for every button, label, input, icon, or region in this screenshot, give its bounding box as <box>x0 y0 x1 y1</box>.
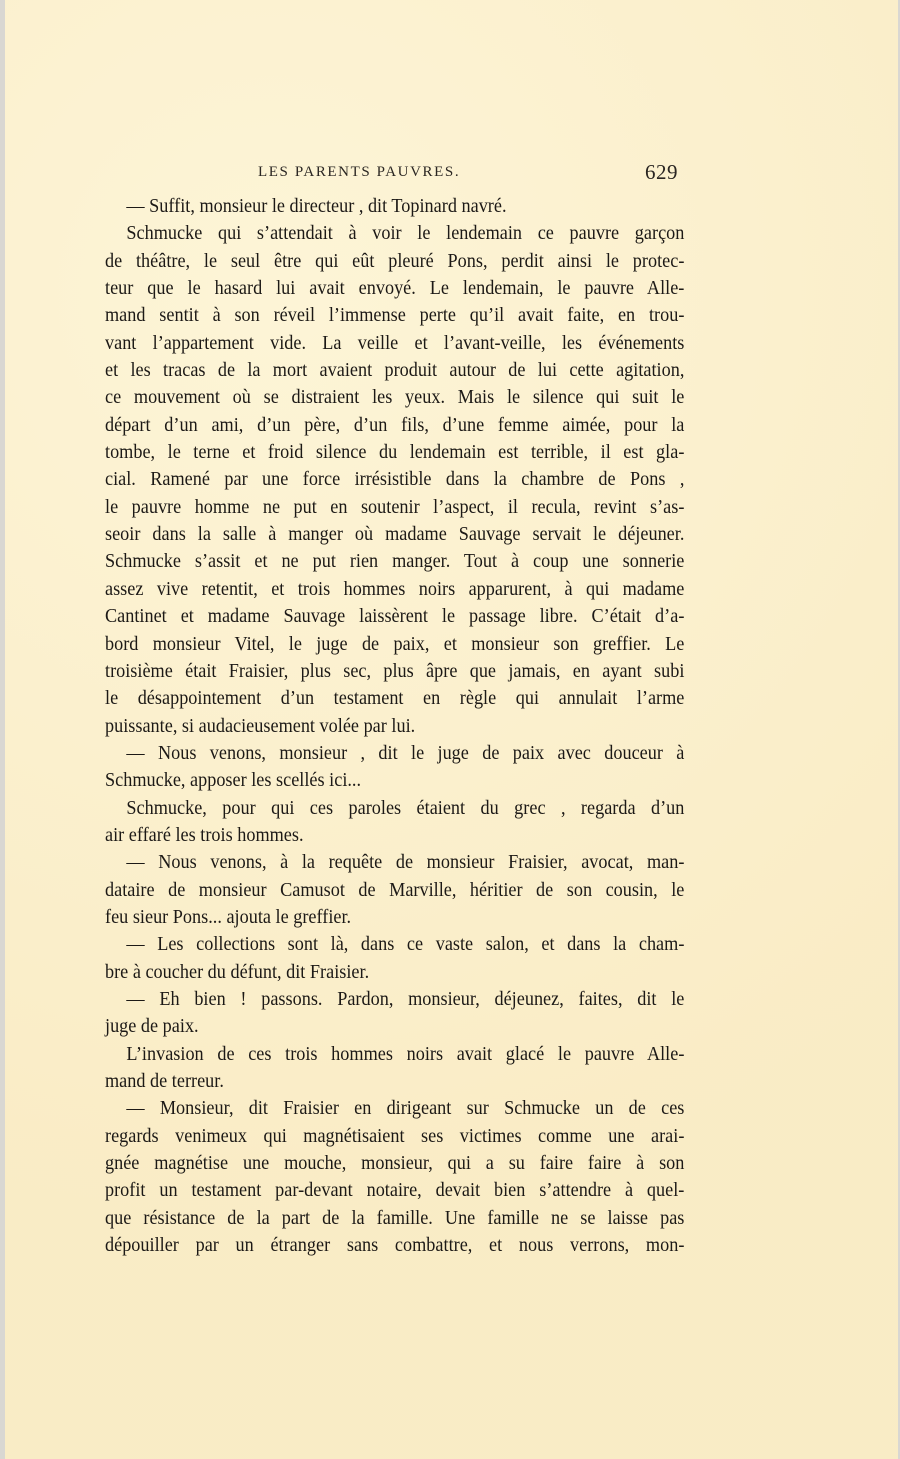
text-line: air effaré les trois hommes. <box>105 824 304 846</box>
text-line: mand sentit à son réveil l’immense perte qu’il avait faite, en trou- <box>105 305 685 327</box>
text-line: profit un testament par-devant notaire, devait bien s’attendre à quel- <box>105 1180 685 1202</box>
text-line: que résistance de la part de la famille. Une famille ne se laisse pas <box>105 1207 685 1229</box>
text-line: et les tracas de la mort avaient produit autour de lui cette agitation, <box>105 360 685 382</box>
text-line: puissante, si audacieusement volée par lui. <box>105 715 416 737</box>
text-line: — Nous venons, monsieur , dit le juge de paix avec douceur à <box>126 742 685 764</box>
text-line: Cantinet et madame Sauvage laissèrent le passage libre. C’était d’a- <box>105 606 685 628</box>
text-line: tombe, le terne et froid silence du lendemain est terrible, il est gla- <box>105 442 685 464</box>
text-line: teur que le hasard lui avait envoyé. Le lendemain, le pauvre Alle- <box>105 278 685 300</box>
text-line: bre à coucher du défunt, dit Fraisier. <box>105 961 370 983</box>
text-line: mand de terreur. <box>105 1071 224 1092</box>
text-line: feu sieur Pons... ajouta le greffier. <box>105 906 352 928</box>
text-line: ce mouvement où se distraient les yeux. Mais le silence qui suit le <box>105 387 685 409</box>
book-page <box>5 0 898 1459</box>
text-line: L’invasion de ces trois hommes noirs avait glacé le pauvre Alle- <box>126 1043 685 1065</box>
running-title: LES PARENTS PAUVRES. <box>258 164 461 180</box>
text-line: Schmucke s’assit et ne put rien manger. Tout à coup une sonnerie <box>105 551 685 573</box>
page-header <box>5 160 898 190</box>
text-line: vant l’appartement vide. La veille et l’avant-veille, les événements <box>105 332 685 354</box>
text-line: juge de paix. <box>105 1016 199 1038</box>
text-line: cial. Ramené par une force irrésistible dans la chambre de Pons , <box>105 469 685 491</box>
text-line: assez vive retentit, et trois hommes noirs apparurent, à qui madame <box>105 578 685 600</box>
text-line: Schmucke, pour qui ces paroles étaient du grec , regarda d’un <box>126 797 685 819</box>
text-line: Schmucke qui s’attendait à voir le lendemain ce pauvre garçon <box>126 223 685 245</box>
text-line: — Suffit, monsieur le directeur , dit Topinard navré. <box>126 196 507 217</box>
text-line: — Les collections sont là, dans ce vaste salon, et dans la cham- <box>126 934 685 956</box>
text-line: gnée magnétise une mouche, monsieur, qui a su faire faire à son <box>105 1153 685 1175</box>
text-line: le désappointement d’un testament en règle qui annulait l’arme <box>105 688 685 710</box>
text-line: dépouiller par un étranger sans combattre, et nous verrons, mon- <box>105 1235 685 1257</box>
text-line: — Nous venons, à la requête de monsieur Fraisier, avocat, man- <box>126 852 685 874</box>
page-number: 629 <box>645 160 678 184</box>
text-line: de théâtre, le seul être qui eût pleuré Pons, perdit ainsi le protec- <box>105 250 685 272</box>
text-line: départ d’un ami, d’un père, d’un fils, d’une femme aimée, pour la <box>105 414 685 436</box>
text-line: — Eh bien ! passons. Pardon, monsieur, déjeunez, faites, dit le <box>126 988 685 1010</box>
text-line: dataire de monsieur Camusot de Marville, héritier de son cousin, le <box>105 879 685 901</box>
text-line: le pauvre homme ne put en soutenir l’aspect, il recula, revint s’as- <box>105 496 685 518</box>
text-line: seoir dans la salle à manger où madame Sauvage servait le déjeuner. <box>105 524 685 546</box>
text-line: troisième était Fraisier, plus sec, plus âpre que jamais, en ayant subi <box>105 660 685 682</box>
text-line: — Monsieur, dit Fraisier en dirigeant sur Schmucke un de ces <box>126 1098 685 1120</box>
text-line: regards venimeux qui magnétisaient ses victimes comme une arai- <box>105 1125 685 1147</box>
text-line: bord monsieur Vitel, le juge de paix, et monsieur son greffier. Le <box>105 633 685 655</box>
text-line: Schmucke, apposer les scellés ici... <box>105 770 362 792</box>
body-text <box>105 193 684 1259</box>
